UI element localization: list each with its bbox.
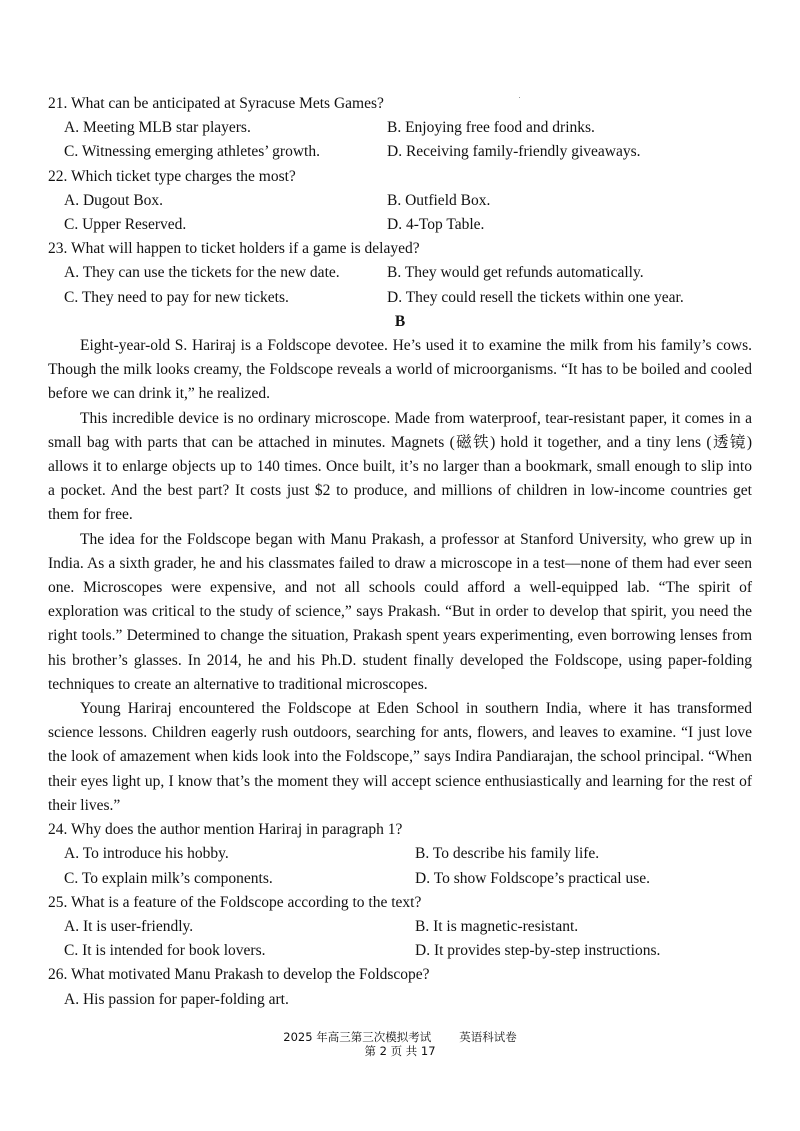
option-a[interactable]: A. It is user-friendly.	[64, 917, 194, 935]
option-d[interactable]: D. To show Foldscope’s practical use.	[415, 869, 650, 887]
options	[48, 189, 752, 237]
option-b[interactable]: B. It is magnetic-resistant.	[415, 917, 579, 935]
option-d[interactable]: D. They could resell the tickets within one year.	[387, 288, 684, 306]
question-stem: 25. What is a feature of the Foldscope according to the text?	[48, 893, 422, 911]
option-c[interactable]: C. Witnessing emerging athletes’ growth.	[64, 143, 320, 161]
option-a[interactable]: A. Dugout Box.	[64, 191, 164, 209]
page-number: 第 2 页 共 17	[364, 1044, 436, 1058]
options	[48, 116, 752, 164]
option-d[interactable]: D. Receiving family-friendly giveaways.	[387, 143, 641, 161]
question-stem: 24. Why does the author mention Hariraj in paragraph 1?	[48, 821, 403, 839]
options	[48, 842, 752, 890]
options	[48, 261, 752, 309]
passage-paragraph-1: Eight-year-old S. Hariraj is a Foldscope devotee. He’s used it to examine the milk from his family’s cows. Though the milk looks creamy, the Foldscope reveals a world of microorganisms. “It has to be boiled and cooled before we can drink it,” he realized.	[48, 337, 752, 403]
option-b[interactable]: B. To describe his family life.	[415, 845, 600, 863]
exam-title: 2025 年高三第三次模拟考试	[283, 1030, 432, 1044]
question-stem: 21. What can be anticipated at Syracuse Mets Games?	[48, 95, 384, 112]
question-22	[48, 165, 752, 238]
footer-title-row	[0, 1030, 800, 1044]
option-c[interactable]: C. They need to pay for new tickets.	[64, 288, 289, 306]
option-b[interactable]: B. Outfield Box.	[387, 191, 491, 209]
question-stem: 23. What will happen to ticket holders if a game is delayed?	[48, 240, 420, 258]
question-26	[48, 963, 752, 1011]
options	[48, 988, 752, 1012]
option-c[interactable]: C. To explain milk’s components.	[64, 869, 273, 887]
option-b[interactable]: B. Enjoying free food and drinks.	[387, 119, 595, 137]
passage-paragraph-3: The idea for the Foldscope began with Manu Prakash, a professor at Stanford University, who grew up in India. As a sixth grader, he and his classmates failed to draw a microscope in a test—none of them had ever seen one. Microscopes were expensive, and not all schools could afford a well-equipped lab. “The spirit of exploration was critical to the study of science,” says Prakash. “But in order to develop that spirit, you need the right tools.” Determined to change the situation, Prakash spent years experimenting, even borrowing lenses from his brother’s glasses. In 2014, he and his Ph.D. student finally developed the Foldscope, using paper-folding techniques to create an alternative to traditional microscopes.	[48, 530, 752, 693]
option-a[interactable]: A. To introduce his hobby.	[64, 845, 229, 863]
option-c[interactable]: C. It is intended for book lovers.	[64, 942, 266, 960]
option-a[interactable]: A. They can use the tickets for the new date.	[64, 264, 340, 282]
section-heading: B	[394, 312, 406, 330]
subject-label: 英语科试卷	[459, 1030, 517, 1044]
option-c[interactable]: C. Upper Reserved.	[64, 216, 187, 234]
question-stem: 26. What motivated Manu Prakash to develop the Foldscope?	[48, 966, 430, 984]
passage-paragraph-2: This incredible device is no ordinary microscope. Made from waterproof, tear-resistant paper, it comes in a small bag with parts that can be attached in minutes. Magnets (磁铁) hold it together, and a tiny lens (透镜) allows it to enlarge objects up to 140 times. Once built, it’s no larger than a bookmark, small enough to slip into a pocket. And the best part? It costs just $2 to produce, and millions of children in low-income countries get them for free.	[48, 409, 752, 524]
option-d[interactable]: D. It provides step-by-step instructions.	[415, 942, 661, 960]
question-23	[48, 237, 752, 310]
option-b[interactable]: B. They would get refunds automatically.	[387, 264, 644, 282]
options	[48, 915, 752, 963]
exam-page	[48, 92, 752, 1012]
question-24	[48, 818, 752, 891]
question-25	[48, 891, 752, 964]
passage-paragraph-4: Young Hariraj encountered the Foldscope at Eden School in southern India, where it has transformed science lessons. Children eagerly rush outdoors, searching for ants, flowers, and leaves to examine. “I just love the look of amazement when kids look into the Foldscope,” says Indira Pandiarajan, the school principal. “When their eyes light up, I know that’s the moment they will accept science enthusiastically and learning for the rest of their lives.”	[48, 700, 752, 814]
question-stem: 22. Which ticket type charges the most?	[48, 167, 296, 185]
page-footer	[0, 1030, 800, 1058]
option-a[interactable]: A. Meeting MLB star players.	[64, 119, 251, 137]
option-d[interactable]: D. 4-Top Table.	[387, 216, 485, 234]
question-21	[48, 92, 752, 165]
option-a[interactable]: A. His passion for paper-folding art.	[64, 990, 289, 1008]
